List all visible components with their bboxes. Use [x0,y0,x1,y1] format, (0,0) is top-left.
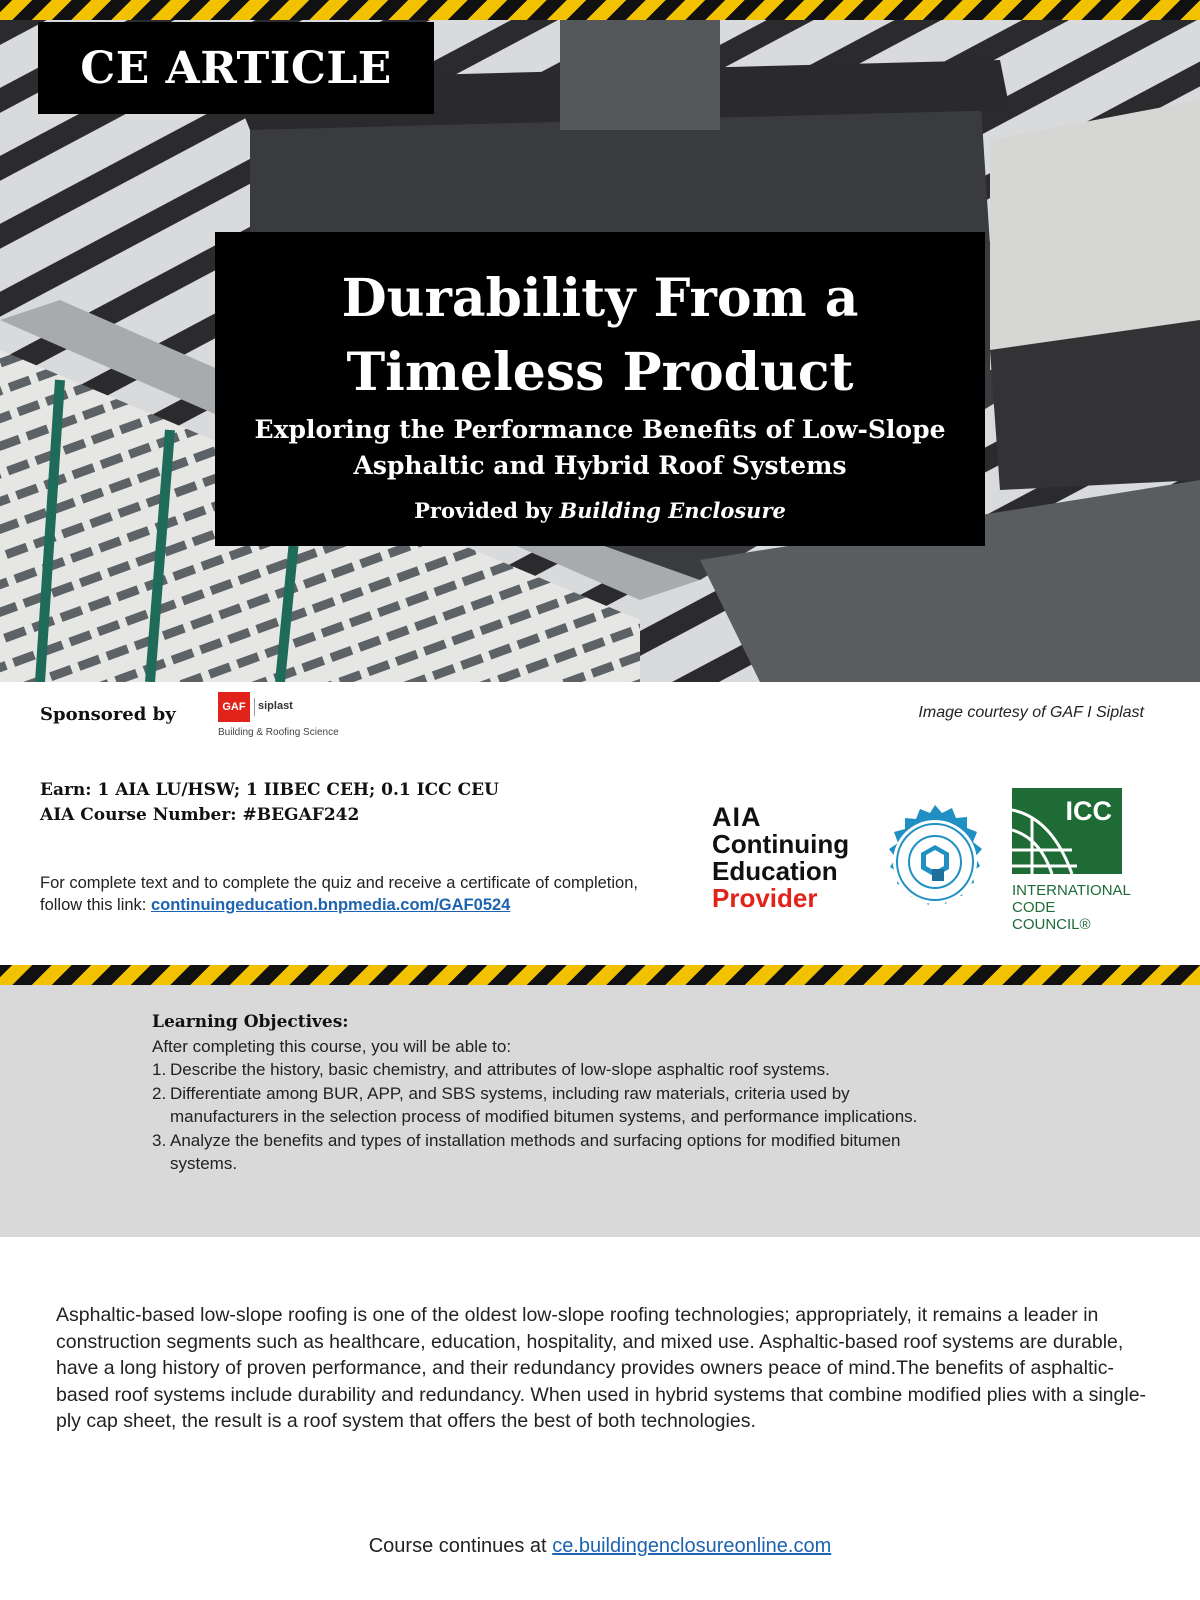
title-block [215,232,985,546]
sponsor-logo [216,692,356,740]
footer-prefix: Course continues at [368,1535,547,1557]
hazard-stripe-divider [0,965,1200,985]
aia-logo-line2: Continuing [712,829,850,859]
siplast-logo-text: siplast [258,700,293,712]
provided-by-prefix: Provided by [414,498,553,523]
icc-mark: ICC [1065,796,1112,826]
provided-by-line [215,496,985,526]
icc-name [1012,882,1132,933]
provided-by-publication: Building Enclosure [559,498,786,523]
aia-logo-line3: Education [712,856,838,886]
aia-logo-line1: AIA [712,802,762,832]
objectives-heading: Learning Objectives: [152,1012,349,1032]
logo-divider [254,698,255,716]
ce-article-badge: CE ARTICLE [38,22,434,114]
objective-item [152,1082,952,1129]
icc-name-line1: INTERNATIONAL [1012,882,1131,899]
intro-paragraph: Asphaltic-based low-slope roofing is one of the oldest low-slope roofing technologies; appropriately, it remains a leader in construction segments such as healthcare, education, hospitality, and mixed use. Asphaltic-based roof systems are durable, have a long history of proven performance, and their redundancy provides owners peace of mind.The benefits of asphaltic-based roof systems include durability and redundancy. When used in hybrid systems that combine modified plies with a single-ply cap sheet, the result is a roof system that offers the best of both technologies. [56,1304,1147,1432]
icc-globe-icon [1012,788,1122,874]
earn-credits: Earn: 1 AIA LU/HSW; 1 IIBEC CEH; 0.1 ICC CEU [40,780,499,800]
objective-item [152,1129,952,1176]
quiz-instructions [40,872,660,916]
objective-text: Differentiate among BUR, APP, and SBS systems, including raw materials, criteria used by manufacturers in the selection process of modified bitumen systems, and performance implications. [170,1083,918,1126]
objectives-intro: After completing this course, you will be able to: [152,1036,512,1056]
learning-objectives-panel [0,985,1200,1237]
page-subtitle: Exploring the Performance Benefits of Low-Slope Asphaltic and Hybrid Roof Systems [254,415,946,480]
objective-text: Describe the history, basic chemistry, and attributes of low-slope asphaltic roof systems. [170,1060,830,1079]
sponsor-tagline: Building & Roofing Science [218,727,339,738]
objective-item [152,1058,952,1082]
objective-number: 2. [152,1083,167,1103]
icc-name-line2: CODE COUNCIL® [1012,899,1091,933]
sponsored-by-label: Sponsored by [40,704,176,725]
aia-ces-provider-logo [712,804,849,912]
footer-link[interactable]: ce.buildingenclosureonline.com [552,1535,832,1557]
iibec-seal-icon [876,803,994,921]
footer [0,1535,1200,1558]
image-credit: Image courtesy of GAF I Siplast [918,704,1144,721]
gaf-logo-mark: GAF [218,692,250,722]
objective-text: Analyze the benefits and types of installation methods and surfacing options for modified bitumen systems. [170,1130,901,1173]
icc-logo [1012,788,1131,934]
credits-block [40,778,499,828]
quiz-link[interactable]: continuingeducation.bnpmedia.com/GAF0524 [150,896,511,914]
objectives-list [152,1058,952,1176]
hazard-stripe-top [0,0,1200,20]
page-title: Durability From a Timeless Product [341,268,859,403]
objective-number: 1. [152,1060,167,1079]
course-number: AIA Course Number: #BEGAF242 [40,805,360,825]
quiz-instructions-text: For complete text and to complete the quiz and receive a certificate of completion, follow this link: [40,874,638,914]
aia-logo-line4: Provider [712,883,818,913]
objective-number: 3. [152,1130,167,1150]
